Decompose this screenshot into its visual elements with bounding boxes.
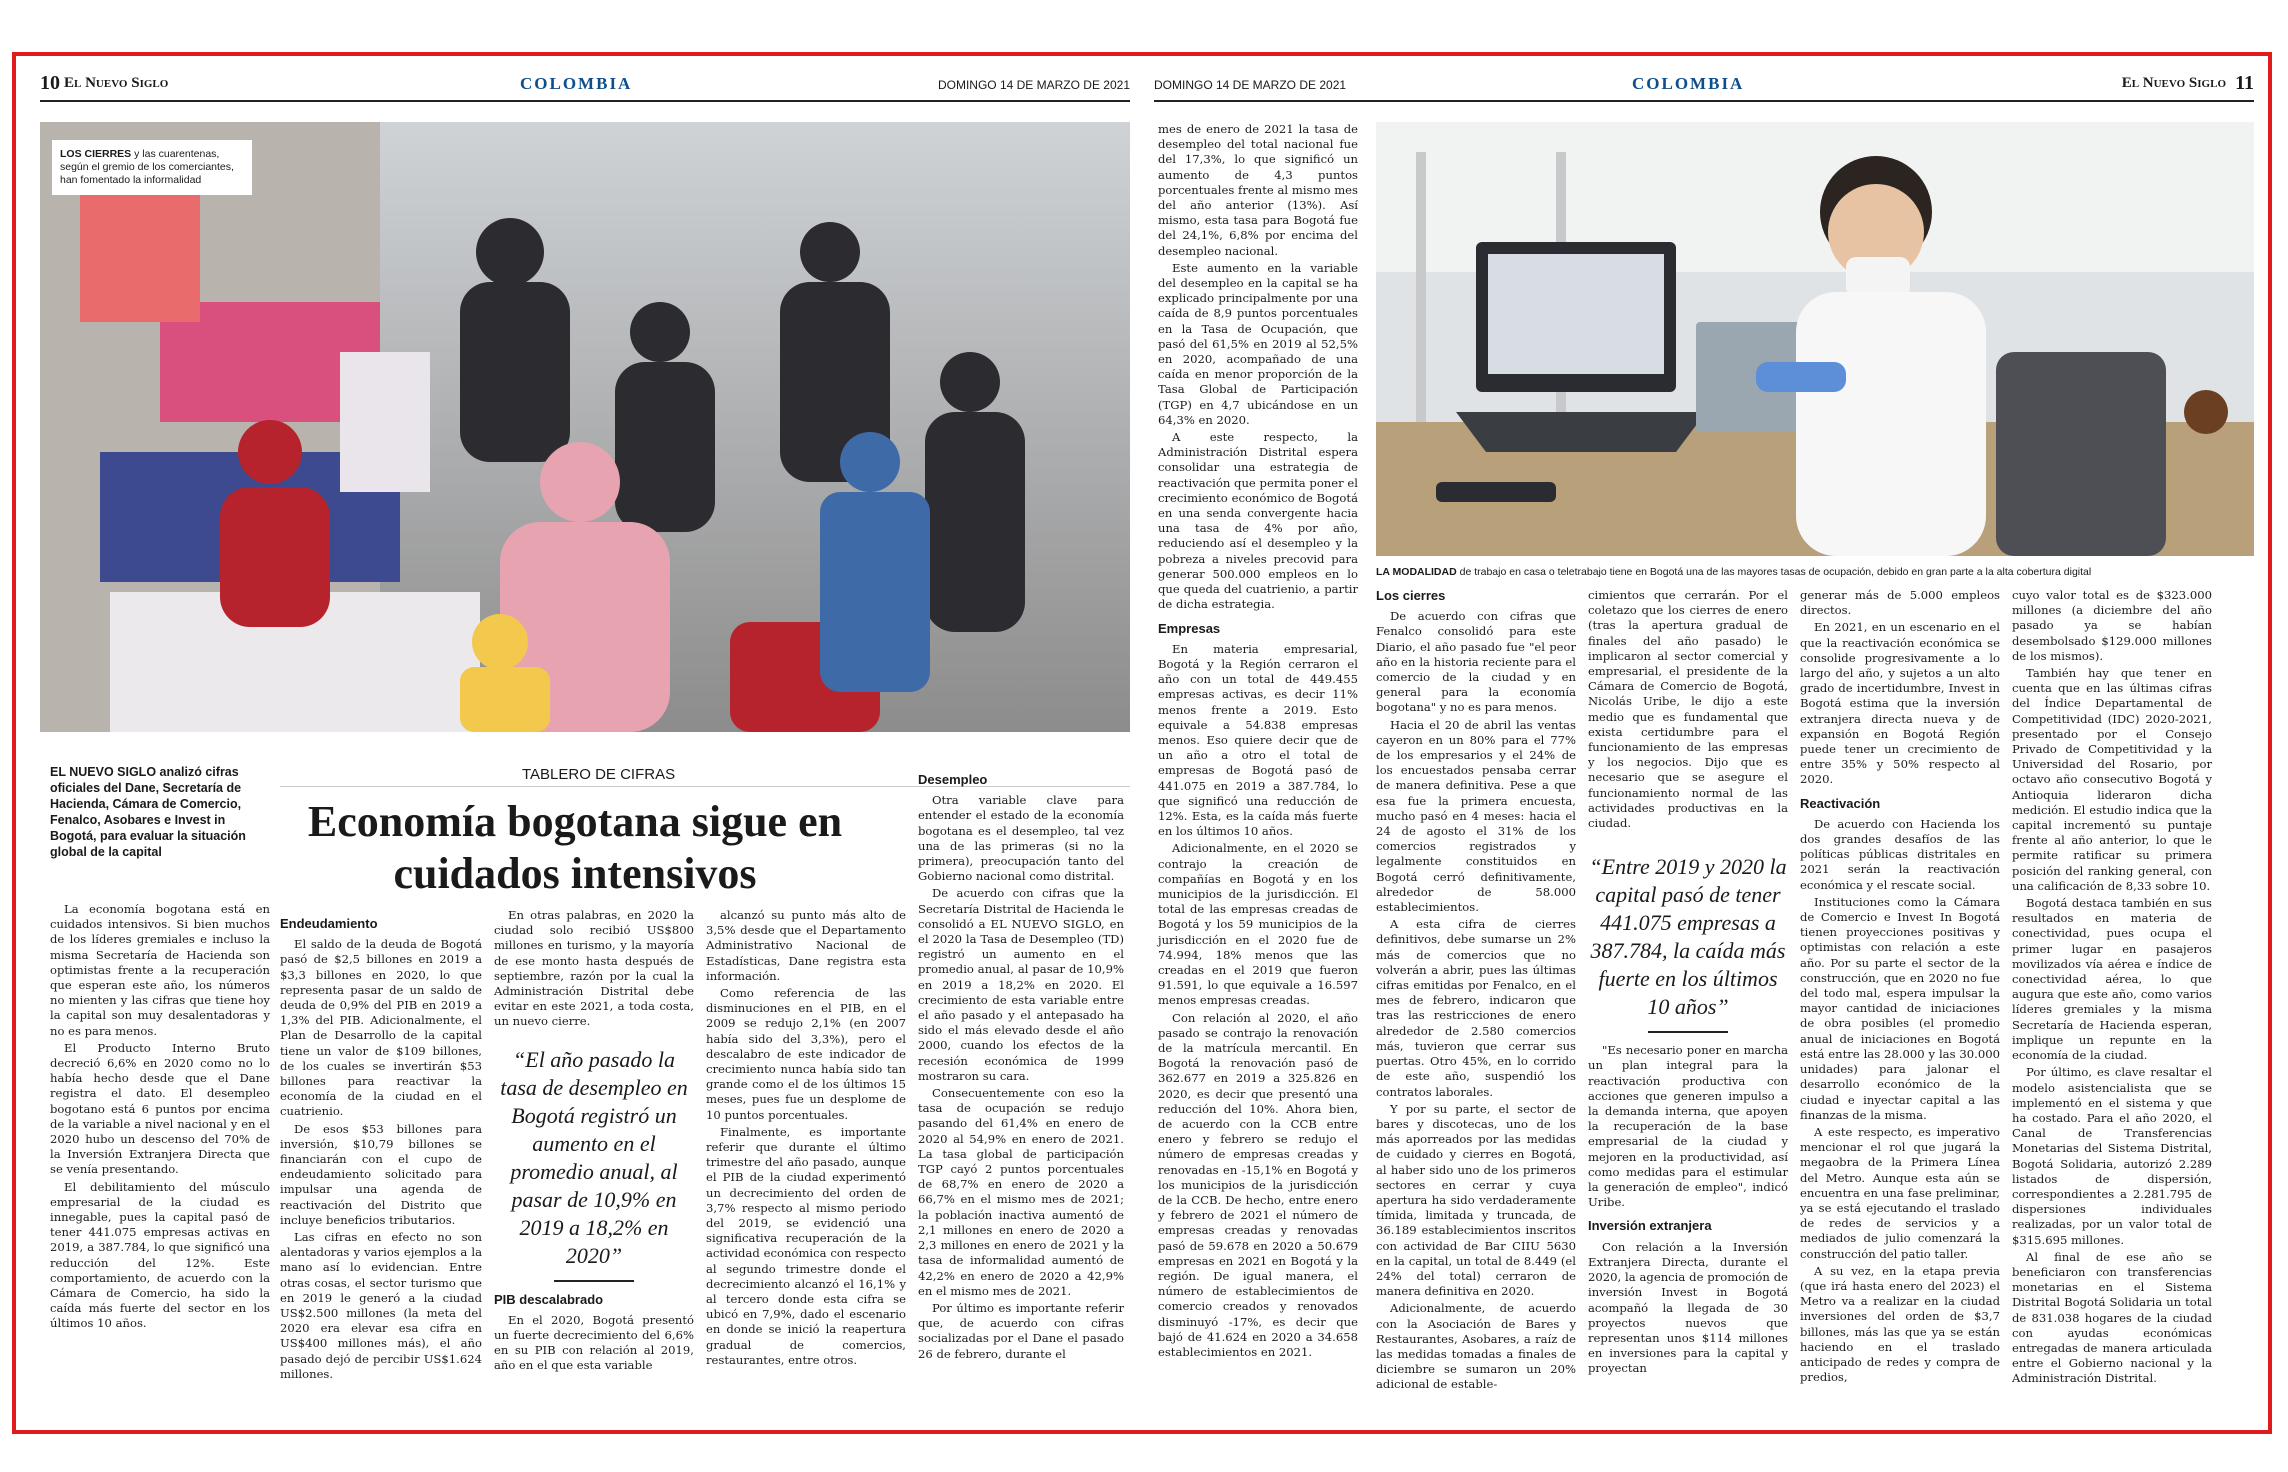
right-page [1154,56,2254,1430]
subhead-cierres: Los cierres [1376,588,1446,603]
masthead-brand: El Nuevo Siglo [64,75,169,91]
subhead-reactivacion: Reactivación [1800,795,1881,811]
caption-lead: LA MODALIDAD [1376,566,1457,578]
paragraph: Al final de ese año se beneficiaron con transferencias monetarias en el Sistema Distrital Bogotá Solidaria un total de 831.038 hogares de la ciudad con ayudas económicas entregadas de manera articulada entre el Gobierno nacional y la Administración Distrital. [2012,1249,2212,1386]
left-folio [40,70,1130,102]
paragraph: Otra variable clave para entender el estado de la economía bogotana es el desempleo, tal vez una de las primeras (si no la primera), preocupación tanto del Gobierno nacional como distrital. [918,793,1124,884]
subhead-inversion: Inversión extranjera [1588,1218,1712,1234]
section-name: COLOMBIA [520,74,633,93]
right-col-4 [1800,588,2000,1387]
paragraph: De acuerdo con cifras que Fenalco consolidó para este Diario, el año pasado fue "el peor año en la historia reciente para el comercio de la ciudad y en general para la economía bogotana" y no es para menos. [1376,609,1576,715]
left-col-5 [918,764,1124,1364]
paragraph: Por último, es clave resaltar el modelo asistencialista que se implementó en el sistema y que ha costado. Para el año 2020, el Canal de Transferencias Monetarias del Sistema Distrital, Bogotá Solidaria, autorizó 2.289 listados de dispersión, correspondientes a 2.281.795 de dispersiones individuales realizadas, por un valor total de $315.695 millones. [2012,1065,2212,1247]
caption-text: y las cuarentenas, según el gremio de los comerciantes, han fomentado la informalidad [60,148,234,186]
paragraph: mes de enero de 2021 la tasa de desempleo del total nacional fue del 17,3%, lo que significó un aumento de 4,3 puntos porcentuales frente al mismo mes del año anterior (13%). Así mismo, esta tasa para Bogotá fue del 24,1%, 6,8% por encima del desempleo nacional. [1158,122,1358,258]
paragraph: Instituciones como la Cámara de Comercio e Invest In Bogotá tienen proyecciones positivas y optimistas con relación a este año. Por su parte el sector de la construcción, que en 2020 no fue del todo mal, espera impulsar la mayor cantidad de iniciaciones de obra posibles (el promedio anual de iniciaciones en Bogotá está entre las 28.000 y las 30.000 unidades) para jalonar el desarrollo económico de la ciudad e inyectar capital a las finanzas de la misma. [1800,894,2000,1122]
market-photo [40,122,1130,732]
paragraph: El saldo de la deuda de Bogotá pasó de $2,5 billones en 2019 a $3,3 billones en 2020, lo que representa pasar de un saldo de deuda de 0,9% del PIB en 2019 a 1,3% del PIB. Adicionalmente, el Plan de Desarrollo de la capital tiene un valor de $109 billones, de los cuales se invertirán $53 billones para reactivar la economía de la ciudad en el cuatrienio. [280,937,482,1119]
left-col-2 [280,908,482,1384]
paragraph: Adicionalmente, de acuerdo con la Asociación de Bares y Restaurantes, Asobares, a raíz de las medidas tomadas a finales de diciembre se sumaron un 20% adicional de estable- [1376,1301,1576,1392]
paragraph: Adicionalmente, en el 2020 se contrajo la creación de compañías en Bogotá y en los municipios de la jurisdicción. El total de las empresas creadas de Bogotá y los 59 municipios de la jurisdicción en el 2020 fue de 74.994, 18% menos que las creadas en el 2019 que fueron 91.591, lo que equivale a 16.597 menos empresas creadas. [1158,841,1358,1008]
paragraph: generar más de 5.000 empleos directos. [1800,588,2000,618]
paragraph: De acuerdo con Hacienda los dos grandes desafíos de las políticas públicas distritales en 2021 serán la reactivación económica y el rescate social. [1800,816,2000,892]
paragraph: El Producto Interno Bruto decreció 6,6% en 2020 como no lo había hecho desde que el Dane registra el dato. El desempleo bogotano está 6 puntos por encima de la variable a nivel nacional y en el 2020 hubo un descenso del 70% de la Inversión Extranjera Directa que se venía presentando. [50,1040,270,1177]
left-col-4 [706,908,906,1370]
paragraph: De acuerdo con cifras que la Secretaría Distrital de Hacienda le consolidó a EL NUEVO SIGLO, en el 2020 la Tasa de Desempleo (TD) registró un aumento en el promedio anual, al pasar de 10,9% en 2019 a 18,2% en 2020. El crecimiento de esta variable entre el año pasado y el antepasado ha sido el más elevado desde el año 2000, cuando los efectos de la recesión económica de 1999 mostraron su cara. [918,886,1124,1083]
paragraph: La economía bogotana está en cuidados intensivos. Si bien muchos de los líderes gremiales e incluso la misma Secretaría de Hacienda son optimistas frente a la recuperación que esperan este año, los números no mienten y las cifras que tiene hoy la capital son muy desalentadoras y no es para menos. [50,902,270,1038]
paragraph: Con relación al 2020, el año pasado se contrajo la renovación de la matrícula mercantil. En Bogotá la renovación pasó de 362.677 en 2019 a 325.826 en 2020, es decir que presentó una reducción del 10%. Ahora bien, de acuerdo con la CCB entre enero y febrero se redujo el número de empresas creadas y renovadas en -15,1% en Bogotá y los municipios de la jurisdicción de la CCB. De hecho, entre enero y febrero de 2021 el número de empresas creadas y renovadas pasó de 59.678 en 2020 a 50.679 empresas en 2021 en Bogotá y la región. De igual manera, el número de establecimientos de comercio creados y renovados disminuyó -17%, es decir que bajó de 41.624 en 2020 a 34.658 establecimientos en 2021. [1158,1010,1358,1360]
article-intro: EL NUEVO SIGLO analizó cifras oficiales del Dane, Secretaría de Hacienda, Cámara de Comercio, Fenalco, Asobares e Invest in Bogotá, para evaluar la situación global de la capital [50,765,246,859]
masthead-brand: El Nuevo Siglo [2121,75,2226,91]
pull-quote-desempleo: “El año pasado la tasa de desempleo en Bogotá registró un aumento en el promedio anual, al pasar de 10,9% en 2019 a 18,2% en 2020” [500,1046,688,1268]
paragraph: También hay que tener en cuenta que en las últimas cifras del Índice Departamental de Competitividad (IDC) 2020-2021, presentado por el Consejo Privado de Competitividad y la Universidad del Rosario, por octavo año consecutivo Bogotá y Antioquia lideraron dicha medición. El estudio indica que la capital incrementó su puntaje frente al año anterior, lo que le permite ratificar su primera posición del ranking general, con una calificación de 8,33 sobre 10. [2012,666,2212,893]
headline: Economía bogotana sigue en cuidados intensivos [307,797,843,898]
left-col-1 [50,902,270,1334]
page-number: 11 [2235,72,2254,94]
left-page [40,56,1130,1430]
caption-text: de trabajo en casa o teletrabajo tiene en Bogotá una de las mayores tasas de ocupación, debido en gran parte a la alta cobertura digital [1459,566,2092,578]
paragraph: Hacia el 20 de abril las ventas cayeron en un 80% para el 77% de los empresarios y el 24% de los encuestados pensaba cerrar de manera definitiva. Pese a que esa fue la primera encuesta, mucho pasó en 4 meses: hacia el 24 de agosto el 31% de los comercios registrados y legalmente constituidos en Bogotá cerró definitivamente, alrededor de 58.000 establecimientos. [1376,717,1576,915]
right-folio [1154,70,2254,102]
paragraph: De esos $53 billones para inversión, $10,79 billones se financiarán con el cupo de endeudamiento solicitado para impulsar una agenda de reactivación del Distrito que incluye beneficios tributarios. [280,1121,482,1227]
right-col-2 [1376,588,1576,1395]
paragraph: Finalmente, es importante referir que durante el último trimestre del año pasado, aunque el PIB de la ciudad experimentó un decrecimiento del orden de 3,7% respecto al mismo periodo del 2019, se evidenció una significativa recuperación de la actividad económica con respecto al segundo trimestre donde el decrecimiento alcanzó el 16,1% y al tercero donde esta cifra se ubicó en 7,9%, dado el escenario en donde se inició la reapertura gradual de comercios, restaurantes, entre otros. [706,1124,906,1367]
paragraph: Este aumento en la variable del desempleo en la capital se ha explicado principalmente por una caída de 8,9 puntos porcentuales en la Tasa de Ocupación, que pasó del 61,5% en 2019 al 52,5% en 2020, acompañado de una caída en menor proporción de la Tasa Global de Participación (TGP) en 4,7 ubicándose en un 64,3% en 2020. [1158,260,1358,427]
paragraph: Consecuentemente con eso la tasa de ocupación se redujo pasando del 61,4% en enero de 2020 al 54,9% en enero de 2021. La tasa global de participación TGP cayó 2 puntos porcentuales de 68,7% en enero de 2020 a 66,7% en el mismo mes de 2021; la población inactiva aumentó de 2,1 millones en enero de 2020 a 2,3 millones en enero de 2021 y la tasa de informalidad aumentó de 42,2% en enero de 2020 a 42,9% en el mismo mes de 2021. [918,1086,1124,1298]
subhead-pib: PIB descalabrado [494,1291,604,1307]
right-col-3 [1588,588,1788,1379]
paragraph: A su vez, en la etapa previa (que irá hasta enero del 2023) el Metro va a realizar en la ciudad inversiones del orden de $3,7 billones, más las que ya se están haciendo en el traslado anticipado de redes y compra de predios, [1800,1263,2000,1385]
paragraph: Y por su parte, el sector de bares y discotecas, uno de los más aporreados por las medidas de cuidado y cierres en Bogotá, al haber sido uno de los primeros sectores en cerrar y cuya apertura ha sido verdaderamente tímida, limitada y truncada, de 36.189 establecimientos inscritos con actividad de Bar CIIU 5630 en la capital, un total de 8.449 (el 24% del total) cerraron de manera definitiva en 2020. [1376,1101,1576,1299]
left-col-3 [494,908,694,1376]
paragraph: "Es necesario poner en marcha un plan integral para la reactivación productiva con acciones que generen impulso a la demanda interna, que apoyen la recuperación de la base empresarial de la ciudad y mejoren en la productividad, así como medidas para el estimular la generación de empleo", indicó Uribe. [1588,1043,1788,1210]
quote-rule [554,1280,634,1282]
pull-quote-empresas: “Entre 2019 y 2020 la capital pasó de tener 441.075 empresas a 387.784, la caída más fuerte en los últimos 10 años” [1589,854,1787,1020]
paragraph: En materia empresarial, Bogotá y la Región cerraron el año con un total de 449.455 empresas activas, es decir 11% menos frente a 2019. Esto equivale a 54.838 empresas menos. Eso quiere decir que de un año a otro el total de empresas de Bogotá pasó de 441.075 en 2019 a 387.784, lo que significó una reducción de 12%. Esta, es la caída más fuerte en los últimos 10 años. [1158,641,1358,839]
paragraph: A este respecto, es imperativo mencionar el rol que jugará la megaobra de la Primera Línea del Metro. Aunque esta aún se encuentra en una fase preliminar, ya se está ejecutando el traslado de redes de servicios y a mediados de julio comenzará la construcción del patio taller. [1800,1124,2000,1261]
right-col-5 [2012,588,2212,1389]
issue-date: DOMINGO 14 DE MARZO DE 2021 [1154,78,1347,92]
paragraph: En 2021, en un escenario en el que la reactivación económica se consolide progresivamente a lo largo del año, y sujetos a un alto grado de incertidumbre, Invest in Bogotá estima que la inversión extranjera directa nueva y de expansión en Bogotá Región puede tener un crecimiento de entre 35% y 50% respecto al 2020. [1800,620,2000,787]
paragraph: Por último es importante referir que, de acuerdo con cifras socializadas por el Dane el pasado 26 de febrero, durante el [918,1300,1124,1361]
paragraph: A esta cifra de cierres definitivos, debe sumarse un 2% más de comercios que no volverán a abrir, pues las últimas cifras emitidas por Fenalco, en el mes de febrero, indicaron que tras las restricciones de enero alrededor de 2.580 comercios más, tuvieron que cerrar sus puertas. Otro 45%, en lo corrido de este año, suspendió los contratos laborales. [1376,917,1576,1099]
spread-frame [12,52,2272,1434]
paragraph: El debilitamiento del músculo empresarial de la ciudad es innegable, pues la capital pasó de tener 441.075 empresas activas en 2019, a 387.784, lo que significó una reducción del 12%. Este comportamiento, de acuerdo con la Cámara de Comercio, ha sido la caída más fuerte del sector en los últimos 10 años. [50,1179,270,1331]
issue-date: DOMINGO 14 DE MARZO DE 2021 [937,78,1130,92]
photo-caption [52,140,252,195]
paragraph: cimientos que cerrarán. Por el coletazo que los cierres de enero (tras la apertura gradual de finales del año pasado) le implicaron al sector comercial y empresarial, el presidente de la Cámara de Comercio de Bogotá, Nicolás Uribe, le dijo a este medio que es fundamental que exista certidumbre para el funcionamiento de las empresas y los negocios. Dijo que es necesario que se asegure el funcionamiento normal de las actividades productivas en la ciudad. [1588,588,1788,831]
subhead-endeudamiento: Endeudamiento [280,916,378,931]
photo-caption [1376,566,2254,578]
subhead-empresas: Empresas [1158,620,1221,636]
section-name: COLOMBIA [1632,74,1745,93]
paragraph: A este respecto, la Administración Distrital espera consolidar una estrategia de reactivación que permita poner el crecimiento económico de Bogotá en una senda convergente hacia una tasa de 4% por año, reduciendo así el desempleo y la pobreza a niveles precovid para generar 500.000 empleos en lo que queda del cuatrienio, a partir de dicha estrategia. [1158,430,1358,612]
paragraph: En otras palabras, en 2020 la ciudad solo recibió US$800 millones en turismo, y la mayoría de ese monto hasta después de septiembre, razón por la cual la Administración Distrital debe evitar en este 2021, a toda costa, un nuevo cierre. [494,908,694,1029]
kicker: TABLERO DE CIFRAS [522,766,676,783]
page-number: 10 [40,72,60,94]
right-col-1 [1158,122,1358,1362]
paragraph: Las cifras en efecto no son alentadoras y varios ejemplos a la mano así lo evidencian. Entre otras cosas, el sector turismo que en 2019 le generó a la ciudad US$2.500 millones (la meta del 2020 era elevar esa cifra en US$400 millones más), el año pasado dejó de percibir US$1.624 millones. [280,1230,482,1381]
caption-lead: LOS CIERRES [60,148,132,160]
market-photo-illustration [40,122,1130,732]
telework-photo-illustration [1376,122,2254,556]
paragraph: alcanzó su punto más alto de 3,5% desde que el Departamento Administrativo Nacional de Estadísticas, Dane registra esta información. [706,908,906,983]
paragraph: cuyo valor total es de $323.000 millones (a diciembre del año pasado ya se habían desembolsado $129.000 millones de los mismos). [2012,588,2212,663]
paragraph: Como referencia de las disminuciones en el PIB, en el 2009 se redujo 2,1% (en 2007 había sido del 3,3%), pero el descalabro de este indicador de crecimiento nunca había sido tan grande como el de los últimos 15 meses, pues fue un desplome de 10 puntos porcentuales. [706,986,906,1122]
paragraph: Con relación a la Inversión Extranjera Directa, durante el 2020, la agencia de promoción de inversión Invest in Bogotá acompañó la llegada de 30 proyectos nuevos que representan unos $114 millones en inversiones para la capital y proyectan [1588,1239,1788,1376]
subhead-desempleo: Desempleo [918,772,988,787]
paragraph: Bogotá destaca también en sus resultados en materia de conectividad, pues ocupa el primer lugar en pasajeros movilizados vía aérea e índice de conectividad aérea, lo que augura que este año, como varios líderes gremiales y la misma Secretaría de Hacienda esperan, implique un repunte en la economía de la ciudad. [2012,896,2212,1063]
telework-photo [1376,122,2254,556]
quote-rule [1648,1031,1728,1033]
paragraph: En el 2020, Bogotá presentó un fuerte decrecimiento del 6,6% en su PIB con relación al 2019, año en el que esta variable [494,1312,694,1373]
